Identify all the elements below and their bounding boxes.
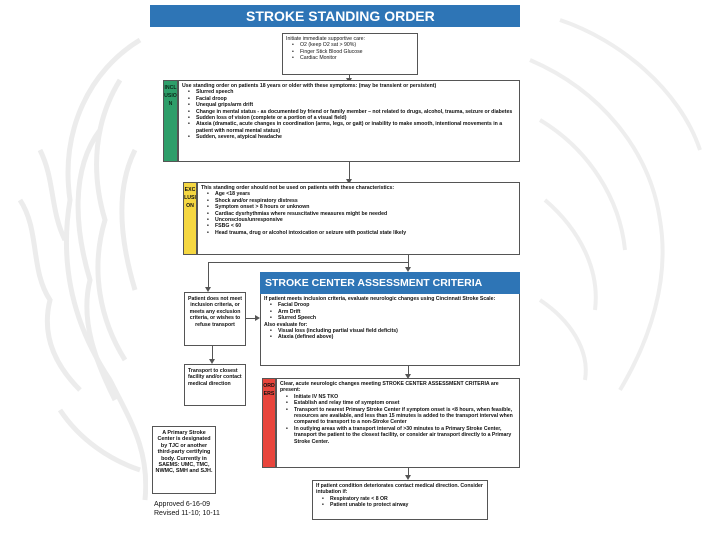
- not-meet-box: [184, 292, 246, 346]
- criteria-box: [260, 294, 520, 366]
- list-item: • Transport to nearest Primary Stroke Center if symptom onset is <8 hours, when feasible, resources are available, and less than 15 minutes is added to the transport interval when compared to transport to a non-Stroke Center: [294, 407, 516, 426]
- list-item: • Unequal grips/arm drift: [196, 102, 516, 108]
- list-item: • Sudden, severe, atypical headache: [196, 134, 516, 140]
- list-item: • Cardiac dysrhythmias where resuscitative measures might be needed: [215, 211, 516, 217]
- exclusion-box: [197, 182, 520, 255]
- list-item: • Unconscious/unresponsive: [215, 217, 516, 223]
- supportive-care-list: [286, 42, 414, 61]
- inclusion-heading: Use standing order on patients 18 years or older with these symptoms: (may be transient or persistent): [182, 83, 437, 89]
- deteriorates-list: [316, 496, 484, 509]
- transport-text: Transport to closest facility and/or contact medical direction: [188, 368, 242, 387]
- flow-arrow: [208, 262, 209, 288]
- list-item: • Ataxia (dramatic, acute changes in coordination (arms, legs, or gait) or inability to make smooth, intentional movements in a patient with normal mental status): [196, 121, 516, 134]
- list-item: • Age <18 years: [215, 191, 516, 197]
- deteriorates-heading: If patient condition deteriorates contact medical direction. Consider intubation if:: [316, 483, 483, 496]
- list-item: • Cardiac Monitor: [300, 55, 414, 61]
- list-item: • Visual loss (including partial visual field deficits): [278, 328, 516, 334]
- transport-box: [184, 364, 246, 406]
- flow-connector: [208, 262, 408, 263]
- orders-heading: Clear, acute neurologic changes meeting STROKE CENTER ASSESSMENT CRITERIA are present:: [280, 381, 499, 394]
- not-meet-text: Patient does not meet inclusion criteria, or meets any exclusion criteria, or wishes to refuse transport: [188, 296, 242, 328]
- flow-arrow: [408, 255, 409, 268]
- primary-center-box: [152, 426, 216, 494]
- list-item: • Slurred Speech: [278, 315, 516, 321]
- orders-label: ORDERS: [262, 378, 276, 468]
- flow-arrow: [408, 468, 409, 476]
- criteria-list: [264, 302, 516, 321]
- exclusion-heading: This standing order should not be used on patients with these characteristics:: [201, 185, 395, 191]
- flow-arrow: [408, 366, 409, 375]
- list-item: • Slurred speech: [196, 89, 516, 95]
- list-item: • O2 (keep O2 sat > 90%): [300, 42, 414, 48]
- document-title: STROKE STANDING ORDER: [150, 5, 520, 27]
- list-item: • Respiratory rate < 8 OR: [330, 496, 484, 502]
- supportive-care-heading: Initiate immediate supportive care:: [286, 36, 366, 42]
- list-item: • Patient unable to protect airway: [330, 502, 484, 508]
- orders-box: [276, 378, 520, 468]
- inclusion-label: INCLUSION: [163, 80, 178, 162]
- list-item: • In outlying areas with a transport interval of >30 minutes to a Primary Stroke Center, transport the patient to the closest facility, or consider air transport directly to a Primary Stroke Center.: [294, 426, 516, 445]
- criteria-title: STROKE CENTER ASSESSMENT CRITERIA: [260, 272, 520, 294]
- flow-arrow: [212, 346, 213, 360]
- list-item: • Finger Stick Blood Glucose: [300, 49, 414, 55]
- approved-date: Approved 6-16-09: [154, 501, 211, 508]
- flow-arrow: [349, 75, 350, 79]
- standing-order-document: [148, 0, 524, 540]
- list-item: • Sudden loss of vision (complete or a portion of a visual field): [196, 115, 516, 121]
- list-item: • Change in mental status - as documented by friend or family member – not related to drugs, alcohol, trauma, seizure or diabetes: [196, 109, 516, 115]
- approval-info: [154, 500, 220, 518]
- list-item: • Facial Droop: [278, 302, 516, 308]
- deteriorates-box: [312, 480, 488, 520]
- exclusion-list: [201, 191, 516, 236]
- revised-date: Revised 11-10; 10-11: [154, 510, 220, 517]
- list-item: • Establish and relay time of symptom onset: [294, 400, 516, 406]
- criteria-also-list: [264, 328, 516, 341]
- list-item: • Shock and/or respiratory distress: [215, 198, 516, 204]
- list-item: • Facial droop: [196, 96, 516, 102]
- inclusion-list: [182, 89, 516, 140]
- list-item: • Arm Drift: [278, 309, 516, 315]
- list-item: • Head trauma, drug or alcohol intoxication or seizure with postictal state likely: [215, 230, 516, 236]
- inclusion-box: [178, 80, 520, 162]
- exclusion-label: EXCLUSION: [183, 182, 197, 255]
- flow-arrow: [349, 162, 350, 180]
- flow-arrow: [246, 318, 256, 319]
- supportive-care-box: [282, 33, 418, 75]
- list-item: • FSBG < 60: [215, 223, 516, 229]
- orders-list: [280, 394, 516, 445]
- primary-center-text: A Primary Stroke Center is designated by TJC or another third-party certifying body. Currently in SAEMS: UMC, TMC, NWMC, SMH and SJH.: [155, 430, 213, 475]
- criteria-intro: If patient meets inclusion criteria, evaluate neurologic changes using Cincinnati Stroke Scale:: [264, 296, 496, 302]
- criteria-also: Also evaluate for:: [264, 321, 308, 328]
- list-item: • Initiate IV NS TKO: [294, 394, 516, 400]
- list-item: • Symptom onset > 8 hours or unknown: [215, 204, 516, 210]
- list-item: • Ataxia (defined above): [278, 334, 516, 340]
